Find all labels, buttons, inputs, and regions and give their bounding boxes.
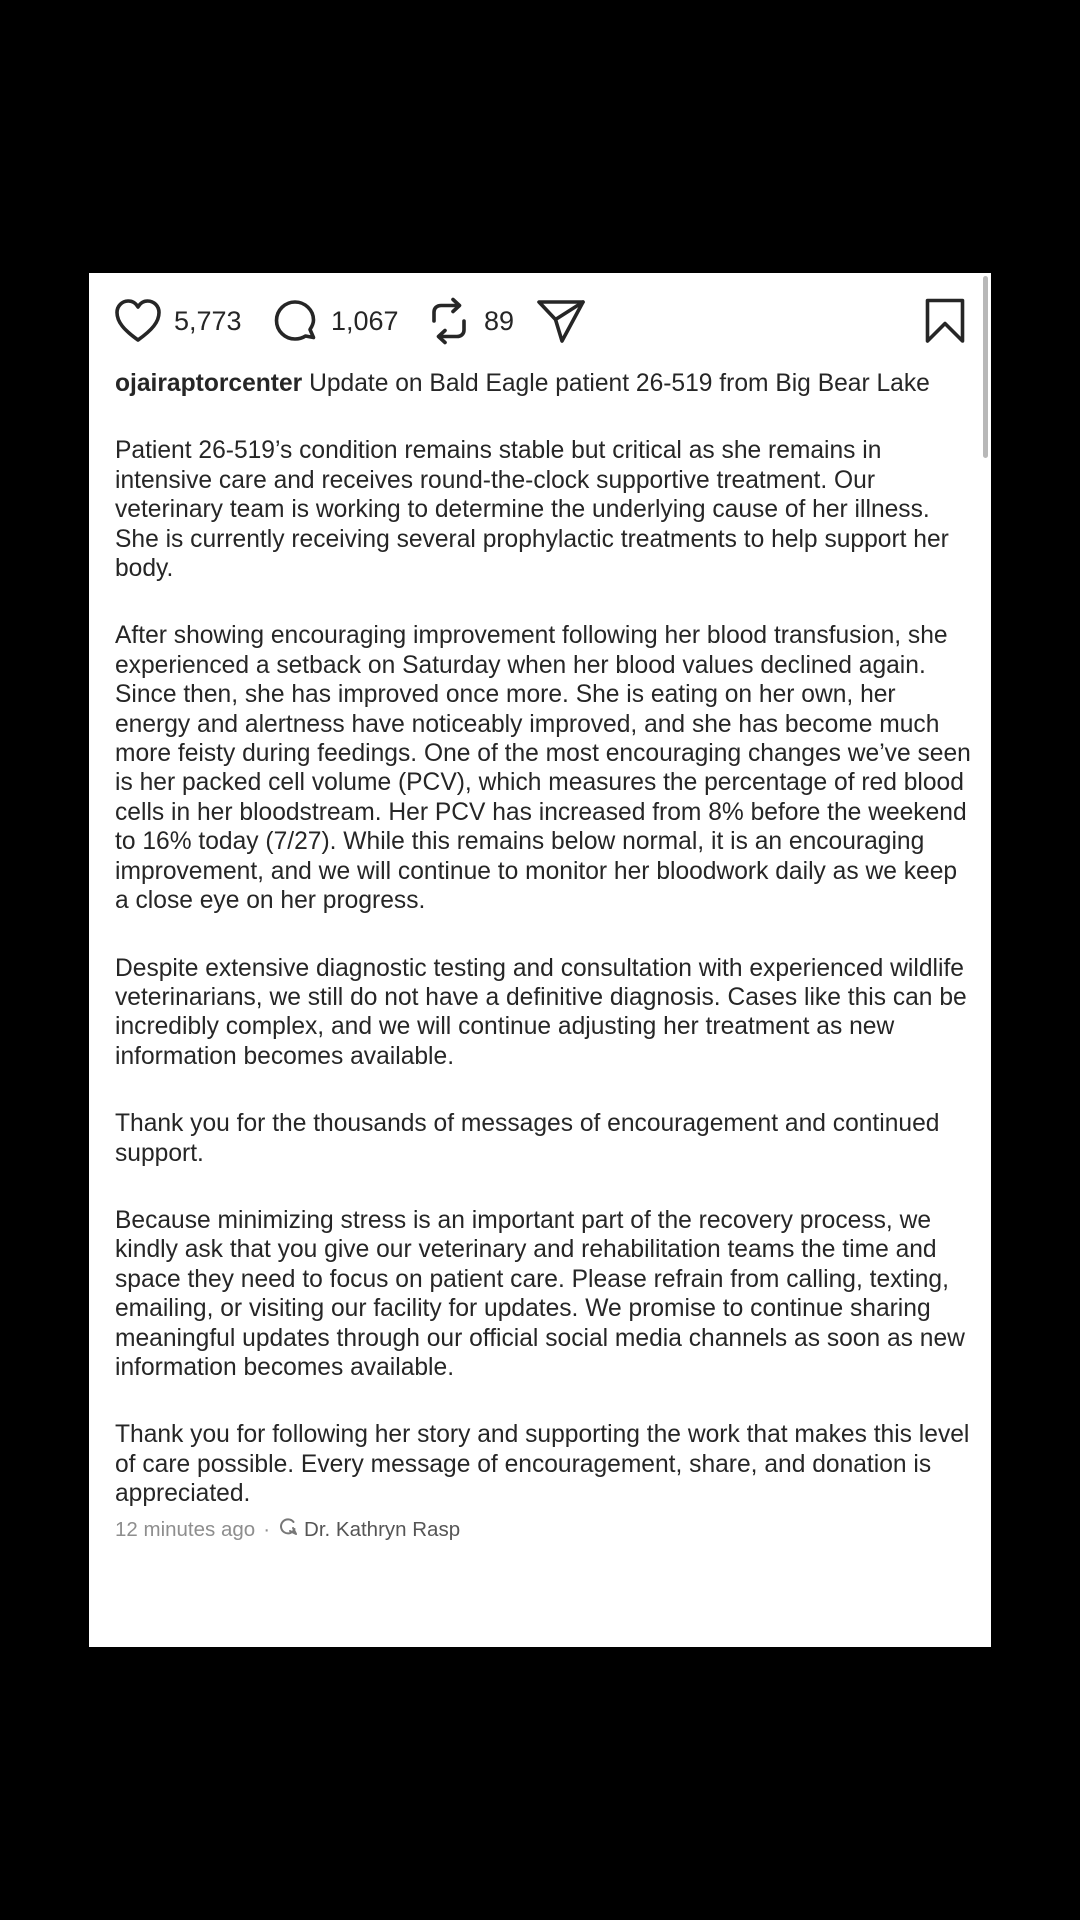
post-card [89,273,991,1647]
post-paragraph: Thank you for the thousands of messages of encouragement and continued support. [115,1110,940,1167]
comment-button[interactable] [271,295,399,347]
repost-icon [426,297,472,345]
post-paragraph: Thank you for following her story and supporting the work that makes this level of care possible. Every message of encouragement, share, and donation is appreciated. [115,1421,970,1508]
repost-button[interactable] [426,295,514,347]
scrollbar[interactable] [983,276,988,458]
post-timestamp: 12 minutes ago [115,1517,256,1541]
post-paragraph: Because minimizing stress is an important part of the recovery process, we kindly ask that you give our veterinary and rehabilitation teams the time and space they need to focus on patient care. Please refrain from calling, texting, emailing, or visiting our facility for updates. We promise to continue sharing meaningful updates through our official social media channels as soon as new information becomes available. [115,1206,965,1381]
post-title: Update on Bald Eagle patient 26-519 from Big Bear Lake [309,370,930,397]
post-paragraph: Despite extensive diagnostic testing and consultation with experienced wildlife veterinarians, we still do not have a definitive diagnosis. Cases like this can be incredibly complex, and we will continue adjusting her treatment as new information becomes available. [115,954,967,1070]
like-count: 5,773 [174,305,242,336]
repost-count: 89 [484,305,515,336]
bookmark-button[interactable] [924,295,966,347]
post-content [115,369,977,1544]
refresh-edit-icon [278,1515,298,1544]
like-button[interactable] [114,295,242,347]
meta-separator: · [263,1517,271,1541]
action-bar [114,295,966,347]
author-name[interactable]: Dr. Kathryn Rasp [304,1517,461,1541]
bookmark-icon [924,298,966,344]
comment-bubble-icon [271,297,319,345]
heart-icon [114,298,162,344]
post-meta [115,1515,977,1544]
post-paragraph: Patient 26-519’s condition remains stable but critical as she remains in intensive care and receives round-the-clock supportive treatment. Our veterinary team is working to determine the underlying cause of her illness. She is currently receiving several prophylactic treatments to help support her body. [115,437,949,583]
comment-count: 1,067 [331,305,399,336]
post-caption [115,369,977,398]
send-icon [536,298,586,344]
username-link[interactable]: ojairaptorcenter [115,370,303,397]
post-paragraph: After showing encouraging improvement following her blood transfusion, she experienced a setback on Saturday when her blood values declined again. Since then, she has improved once more. She is eating on her own, her energy and alertness have noticeably improved, and she has become much more feisty during feedings. One of the most encouraging changes we’ve seen is her packed cell volume (PCV), which measures the percentage of red blood cells in her bloodstream. Her PCV has increased from 8% before the weekend to 16% today (7/27). While this remains below normal, it is an encouraging improvement, and we will continue to monitor her bloodwork daily as we keep a close eye on her progress. [115,622,971,915]
share-button[interactable] [536,295,586,347]
